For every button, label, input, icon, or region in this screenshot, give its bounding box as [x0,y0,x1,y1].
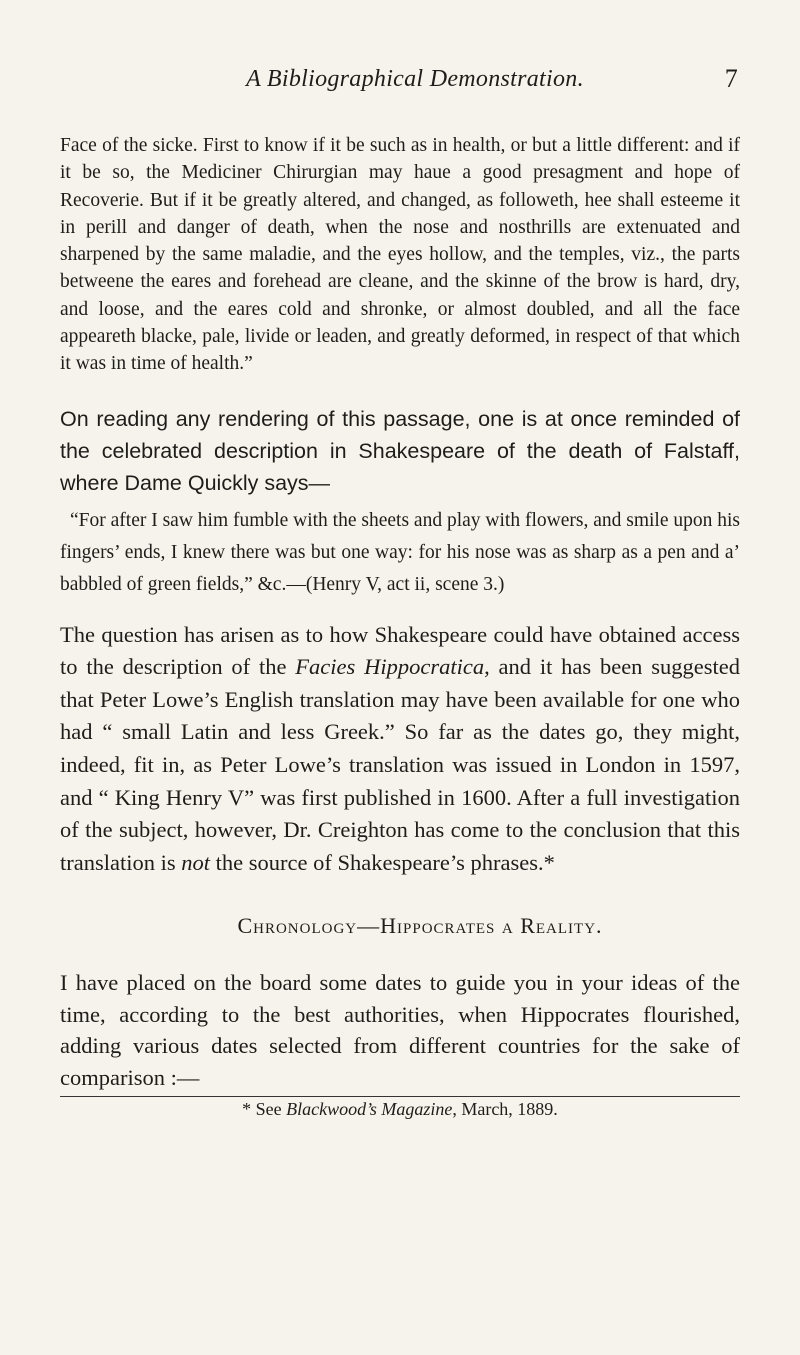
facies-hippocratica-term: Facies Hippocratica [295,654,485,680]
section-heading-text: Chronology—Hippocrates a Reality. [237,913,603,939]
running-head-title: A Bibliographical Demonstration. [246,66,584,92]
footnote-source: Blackwood’s Magazine [286,1099,453,1120]
paragraph-question-text-1: The question has arisen as to how Shakespeare could have obtained access to the description of the [60,621,740,680]
book-page [60,58,740,1120]
footnote [60,1099,740,1120]
running-head [60,58,740,98]
paragraph-falstaff: On reading any rendering of this passage, one is at once reminded of the celebrated description in Shakespeare of the death of Falstaff, where Dame Quickly says— [60,406,740,495]
emphasis-not: not [181,849,210,875]
section-heading [100,913,740,939]
paragraph-question-text-3: the source of Shakespeare’s phrases.* [210,849,555,875]
quoted-passage-henry-v: “For after I saw him fumble with the sheets and play with flowers, and smile upon his fingers’ ends, I knew there was but one way: for his nose was as sharp as a pen and a’ babbled of green fields,” &c.—(Henry V, act ii, scene 3.) [60,509,740,595]
quoted-passage-lowe: Face of the sicke. First to know if it be such as in health, or but a little different: and if it be so, the Mediciner Chirurgian may haue a good presagment and hope of Recoverie. But if it be greatly altered, and changed, as followeth, hee shall esteeme it in perill and danger of death, when the nose and nosthrills are extenuated and sharpened by the same maladie, and the eyes hollow, and the temples, viz., the parts betweene the eares and forehead are cleane, and the skinne of the brow is hard, dry, and loose, and the eares cold and shronke, or almost doubled, and all the face appeareth blacke, pale, livide or leaden, and greatly deformed, in respect of that which it was in time of health.” [60,135,740,375]
paragraph-question-text-2: , and it has been suggested that Peter Lowe’s English translation may have been available for one who had “ small Latin and less Greek.” So far as the dates go, they might, indeed, fit in, as Peter Lowe’s translation was issued in London in 1597, and “ King Henry V” was first published in 1600. After a full investigation of the subject, however, Dr. Creighton has come to the conclusion that this translation is [60,654,740,875]
page-number: 7 [724,64,738,93]
footnote-marker: * See [242,1099,287,1120]
paragraph-chronology: I have placed on the board some dates to guide you in your ideas of the time, according to the best authorities, when Hippocrates flourished, adding various dates selected from different countries for the sake of comparison :— [60,970,740,1090]
footnote-date: , March, 1889. [452,1099,558,1120]
paragraph-question [60,619,740,880]
footnote-rule [60,1096,740,1097]
